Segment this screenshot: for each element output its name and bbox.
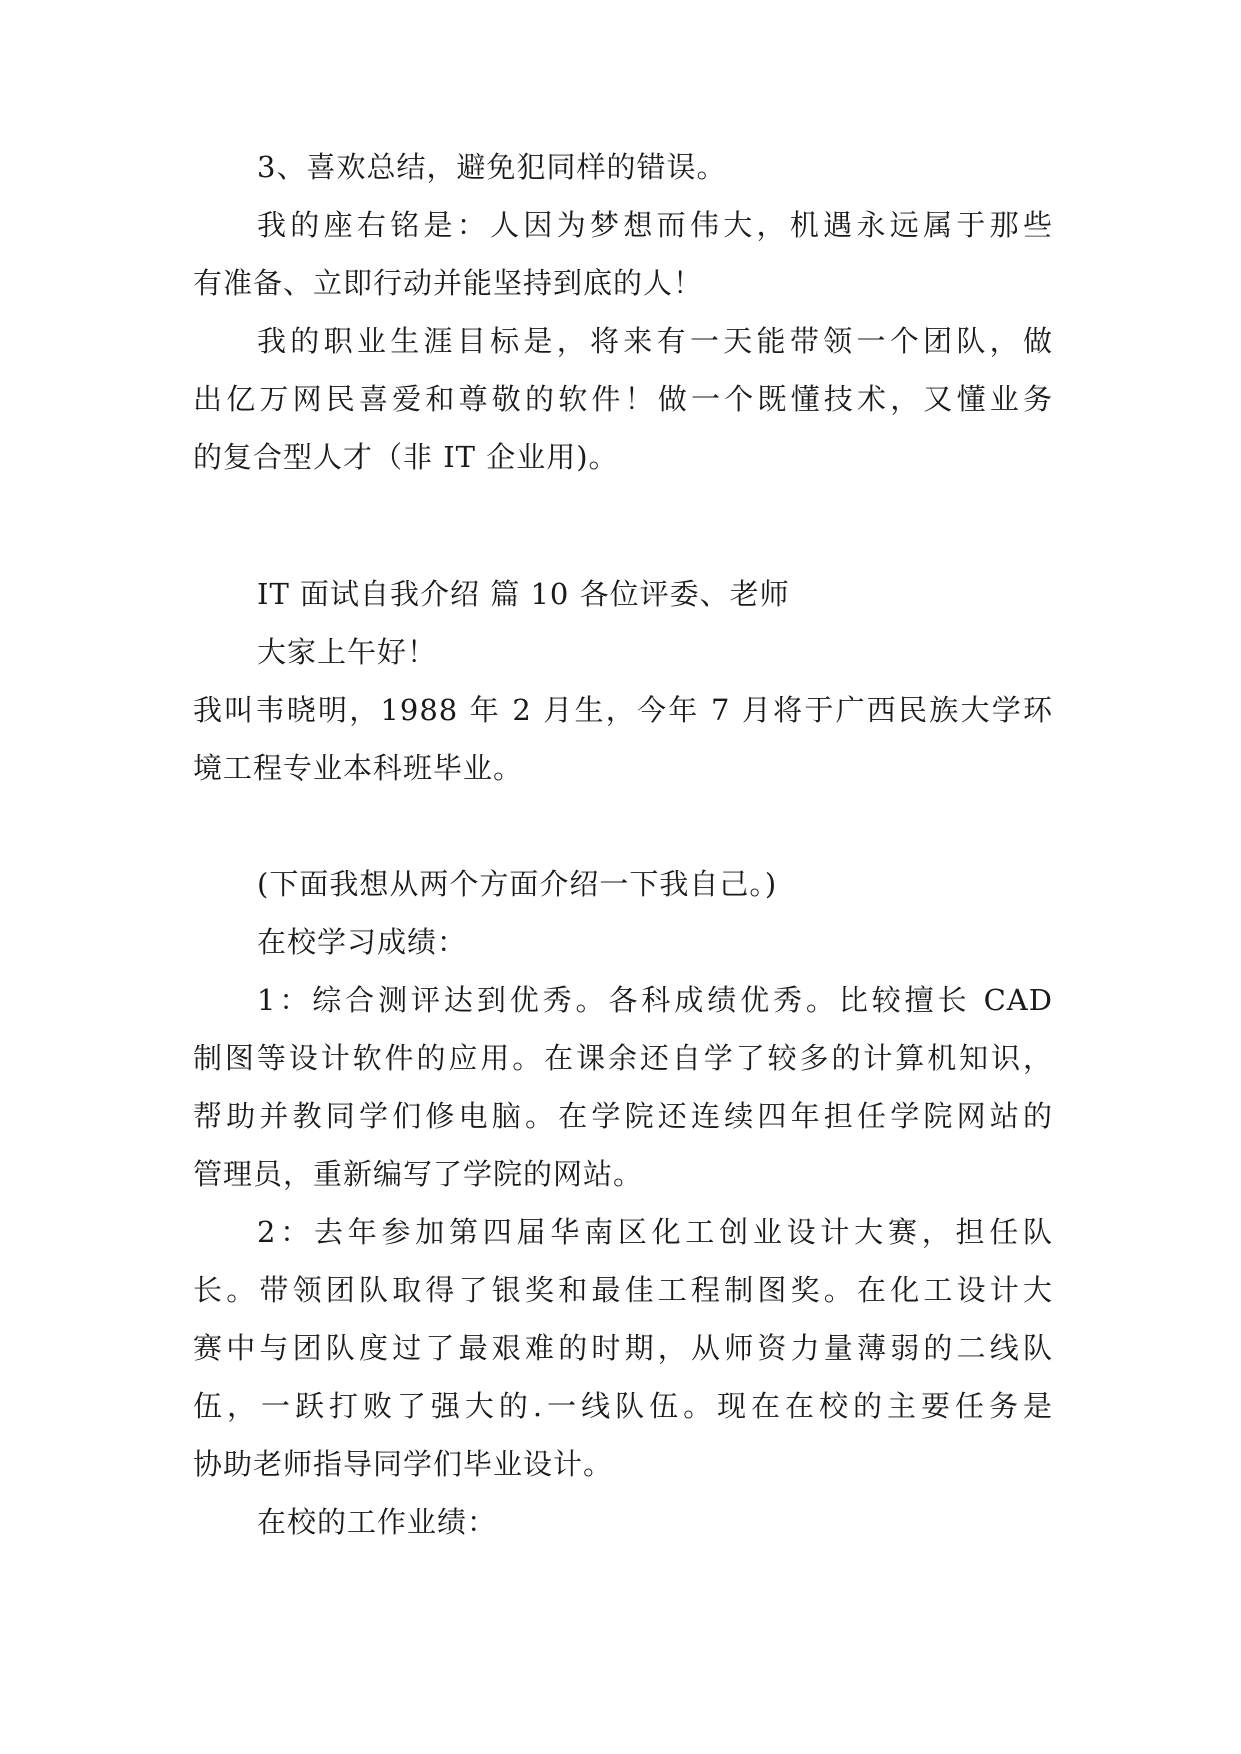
strength-item-3: 3、喜欢总结，避免犯同样的错误。 [257,150,727,184]
section-strengths-and-goals [193,138,1053,486]
career-goal-line-3: 的复合型人才（非 IT 企业用)。 [193,440,619,474]
preface: (下面我想从两个方面介绍一下我自己。) [257,867,778,901]
motto-line-2: 有准备、立即行动并能坚持到底的人！ [193,266,704,300]
item2-line-3: 赛中与团队度过了最艰难的时期，从师资力量薄弱的二线队 [193,1331,1053,1365]
career-goal-line-1: 我的职业生涯目标是，将来有一天能带领一个团队，做 [257,324,1053,358]
item2-line-4: 伍，一跃打败了强大的.一线队伍。现在在校的主要任务是 [193,1389,1053,1423]
work-title: 在校的工作业绩： [257,1505,498,1539]
motto-line-1: 我的座右铭是：人因为梦想而伟大，机遇永远属于那些 [257,208,1053,242]
career-goal-line-2: 出亿万网民喜爱和尊敬的软件！做一个既懂技术，又懂业务 [193,382,1053,416]
item1-line-2: 制图等设计软件的应用。在课余还自学了较多的计算机知识， [193,1041,1053,1075]
item2-line-1: 2：去年参加第四届华南区化工创业设计大赛，担任队 [257,1215,1053,1249]
item1-line-4: 管理员，重新编写了学院的网站。 [193,1157,644,1191]
section-self-intro [193,565,1053,797]
section-heading: IT 面试自我介绍 篇 10 各位评委、老师 [257,577,790,611]
study-title: 在校学习成绩： [257,925,468,959]
item2-line-5: 协助老师指导同学们毕业设计。 [193,1447,614,1481]
item1-line-3: 帮助并教同学们修电脑。在学院还连续四年担任学院网站的 [193,1099,1053,1133]
item2-line-2: 长。带领团队取得了银奖和最佳工程制图奖。在化工设计大 [193,1273,1053,1307]
item1-line-1: 1：综合测评达到优秀。各科成绩优秀。比较擅长 CAD [257,983,1053,1017]
intro-line-2: 境工程专业本科班毕业。 [193,751,524,785]
intro-line-1: 我叫韦晓明，1988 年 2 月生，今年 7 月将于广西民族大学环 [193,693,1053,727]
greeting: 大家上午好！ [257,635,438,669]
section-achievements [193,855,1053,1551]
